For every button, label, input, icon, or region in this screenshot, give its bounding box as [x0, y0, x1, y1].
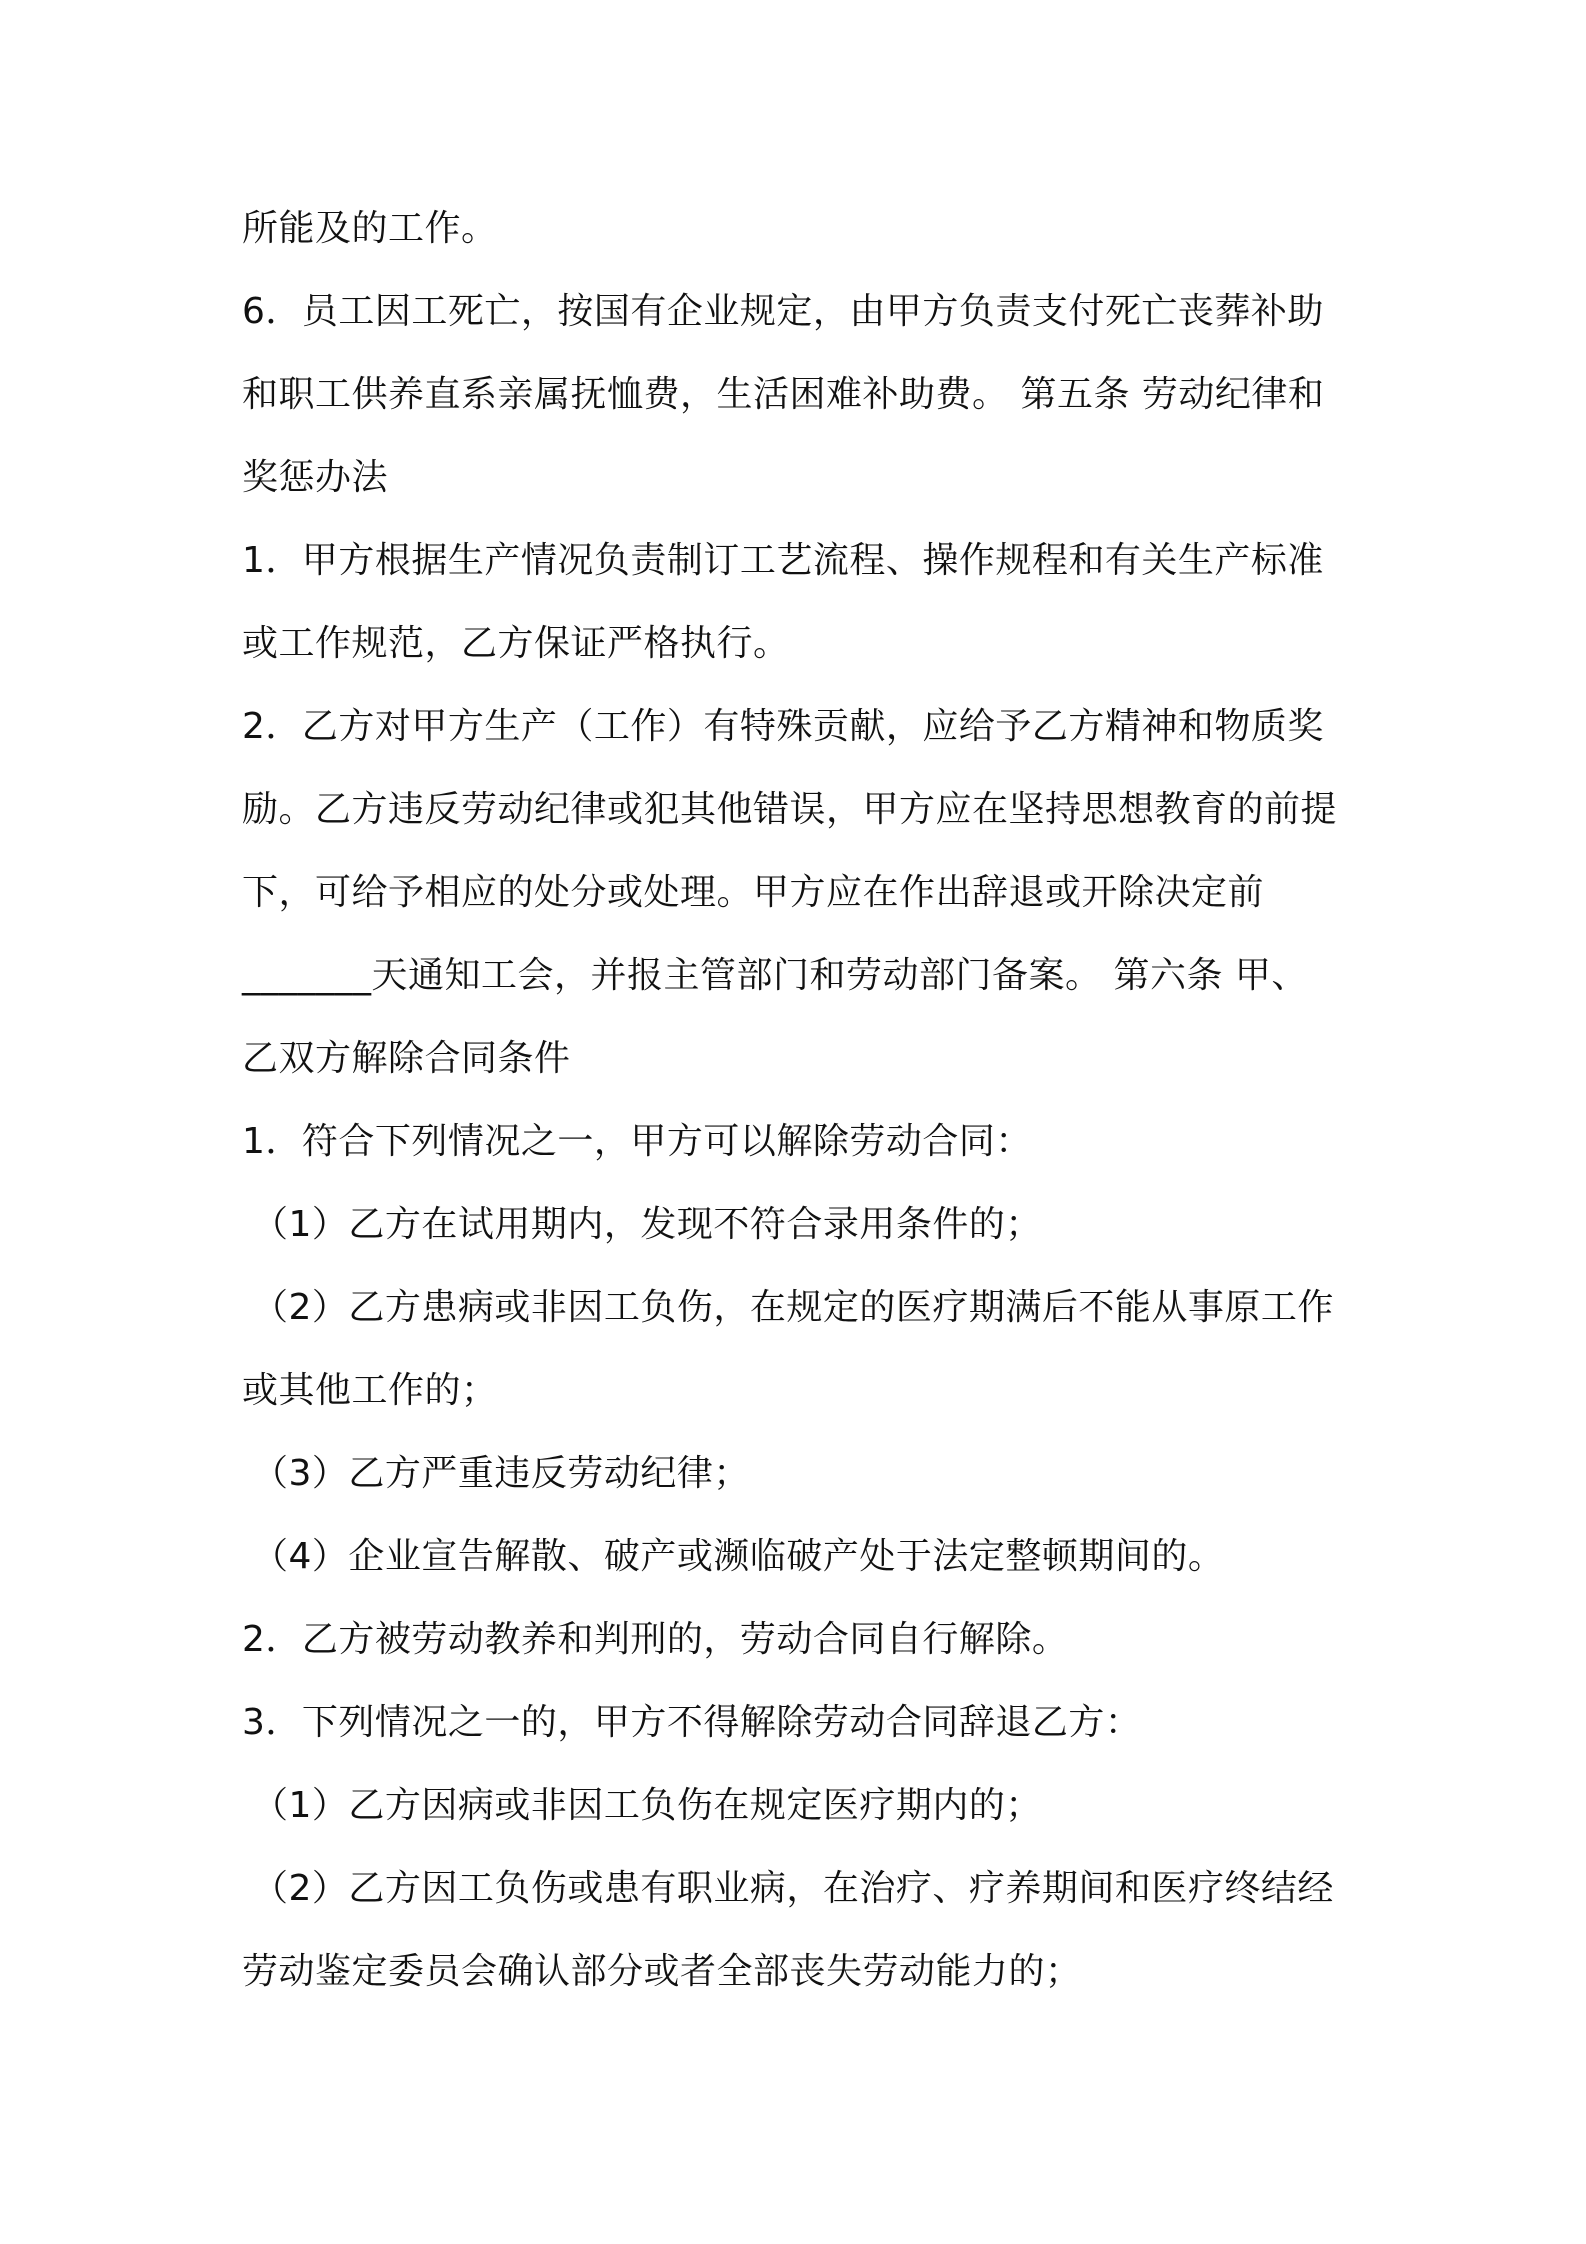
text-line: 或工作规范，乙方保证严格执行。 — [242, 623, 790, 664]
text-line: （4）企业宣告解散、破产或濒临破产处于法定整顿期间的。 — [252, 1536, 1225, 1577]
text-line: 奖惩办法 — [242, 457, 389, 498]
text-line: 6．员工因工死亡，按国有企业规定，由甲方负责支付死亡丧葬补助 — [242, 291, 1324, 332]
text-line: 所能及的工作。 — [242, 208, 498, 249]
text-line: 1．甲方根据生产情况负责制订工艺流程、操作规程和有关生产标准 — [242, 540, 1324, 581]
document-body — [242, 200, 1362, 2026]
text-line: （3）乙方严重违反劳动纪律； — [252, 1453, 750, 1494]
text-line: 2．乙方被劳动教养和判刑的，劳动合同自行解除。 — [242, 1619, 1069, 1660]
text-line: 2．乙方对甲方生产（工作）有特殊贡献，应给予乙方精神和物质奖 — [242, 706, 1324, 747]
text-line: 乙双方解除合同条件 — [242, 1038, 571, 1079]
text-line: （2）乙方患病或非因工负伤，在规定的医疗期满后不能从事原工作 — [252, 1287, 1334, 1328]
text-line: 3．下列情况之一的，甲方不得解除劳动合同辞退乙方： — [242, 1702, 1142, 1743]
text-line: 下，可给予相应的处分或处理。甲方应在作出辞退或开除决定前 — [242, 872, 1265, 913]
text-line: （1）乙方在试用期内，发现不符合录用条件的； — [252, 1204, 1042, 1245]
text-line: 或其他工作的； — [242, 1370, 498, 1411]
text-line: 励。乙方违反劳动纪律或犯其他错误，甲方应在坚持思想教育的前提 — [242, 789, 1338, 830]
text-line: 和职工供养直系亲属抚恤费，生活困难补助费。 第五条 劳动纪律和 — [242, 374, 1325, 415]
text-line: 1．符合下列情况之一，甲方可以解除劳动合同： — [242, 1121, 1032, 1162]
text-line: 劳动鉴定委员会确认部分或者全部丧失劳动能力的； — [242, 1951, 1082, 1992]
text-line: （2）乙方因工负伤或患有职业病，在治疗、疗养期间和医疗终结经 — [252, 1868, 1334, 1909]
text-line: （1）乙方因病或非因工负伤在规定医疗期内的； — [252, 1785, 1042, 1826]
text-line: _______天通知工会，并报主管部门和劳动部门备案。 第六条 甲、 — [242, 955, 1308, 996]
